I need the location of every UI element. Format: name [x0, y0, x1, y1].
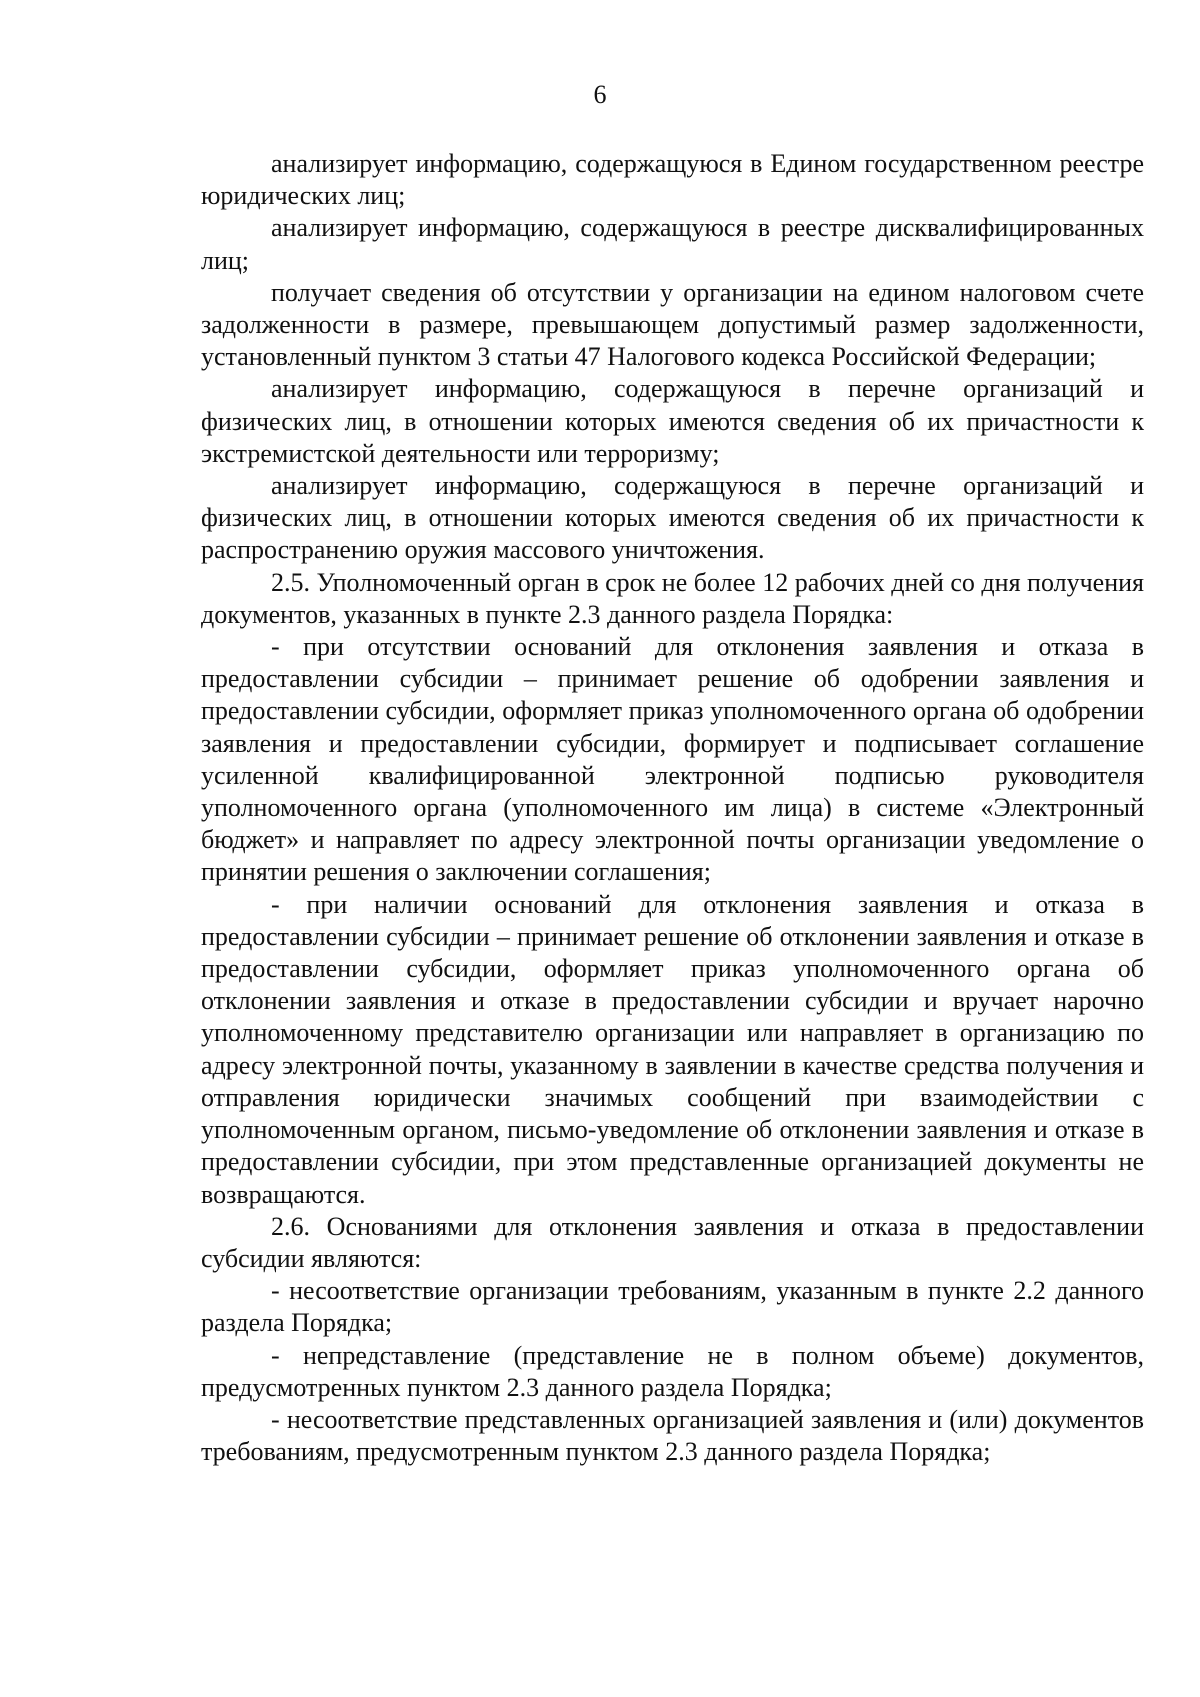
- paragraph-ground-noncompliant-docs: - несоответствие представленных организацией заявления и (или) документов требованиям, предусмотренным пунктом 2.3 данного раздела Порядка;: [201, 1404, 1144, 1467]
- paragraph-ground-requirements: - несоответствие организации требованиям, указанным в пункте 2.2 данного раздела Порядка;: [201, 1276, 1144, 1338]
- paragraph-rejection-case: - при наличии оснований для отклонения заявления и отказа в предоставлении субсидии – принимает решение об отклонении заявления и отказе в предоставлении субсидии, оформляет приказ уполномоченного органа об отклонении заявления и отказе в предоставлении субсидии и вручает нарочно уполномоченному представителю организации или направляет в организацию по адресу электронной почты, указанному в заявлении в качестве средства получения и отправления юридически значимых сообщений при взаимодействии с уполномоченным органом, письмо-уведомление об отклонении заявления и отказе в предоставлении субсидии, при этом представленные организацией документы не возвращаются.: [201, 889, 1144, 1209]
- paragraph-egrul-check: анализирует информацию, содержащуюся в Едином государственном реестре юридических лиц;: [201, 149, 1144, 211]
- paragraph-extremism-check: анализирует информацию, содержащуюся в перечне организаций и физических лиц, в отношении которых имеются сведения об их причастности к экстремистской деятельности или терроризму;: [201, 374, 1144, 468]
- page-number: 6: [593, 80, 607, 109]
- paragraph-approval-case: - при отсутствии оснований для отклонения заявления и отказа в предоставлении субсидии – принимает решение об одобрении заявления и предоставлении субсидии, оформляет приказ уполномоченного органа об одобрении заявления и предоставлении субсидии, формирует и подписывает соглашение усиленной квалифицированной электронной подписью руководителя уполномоченного органа (уполномоченного им лица) в системе «Электронный бюджет» и направляет по адресу электронной почты организации уведомление о принятии решения о заключении соглашения;: [201, 632, 1144, 887]
- paragraph-section-2-6: 2.6. Основаниями для отклонения заявления и отказа в предоставлении субсидии являются:: [201, 1211, 1144, 1273]
- paragraph-section-2-5: 2.5. Уполномоченный орган в срок не более 12 рабочих дней со дня получения документов, указанных в пункте 2.3 данного раздела Порядка:: [201, 567, 1144, 629]
- paragraph-disqualified-check: анализирует информацию, содержащуюся в реестре дисквалифицированных лиц;: [201, 213, 1144, 275]
- paragraph-wmd-check: анализирует информацию, содержащуюся в перечне организаций и физических лиц, в отношении которых имеются сведения об их причастности к распространению оружия массового уничтожения.: [201, 471, 1144, 565]
- paragraph-ground-missing-docs: - непредставление (представление не в полном объеме) документов, предусмотренных пунктом 2.3 данного раздела Порядка;: [201, 1340, 1144, 1402]
- paragraph-tax-debt-check: получает сведения об отсутствии у организации на едином налоговом счете задолженности в размере, превышающем допустимый размер задолженности, установленный пунктом 3 статьи 47 Налогового кодекса Российской Федерации;: [201, 277, 1144, 372]
- document-body: [201, 148, 1144, 1468]
